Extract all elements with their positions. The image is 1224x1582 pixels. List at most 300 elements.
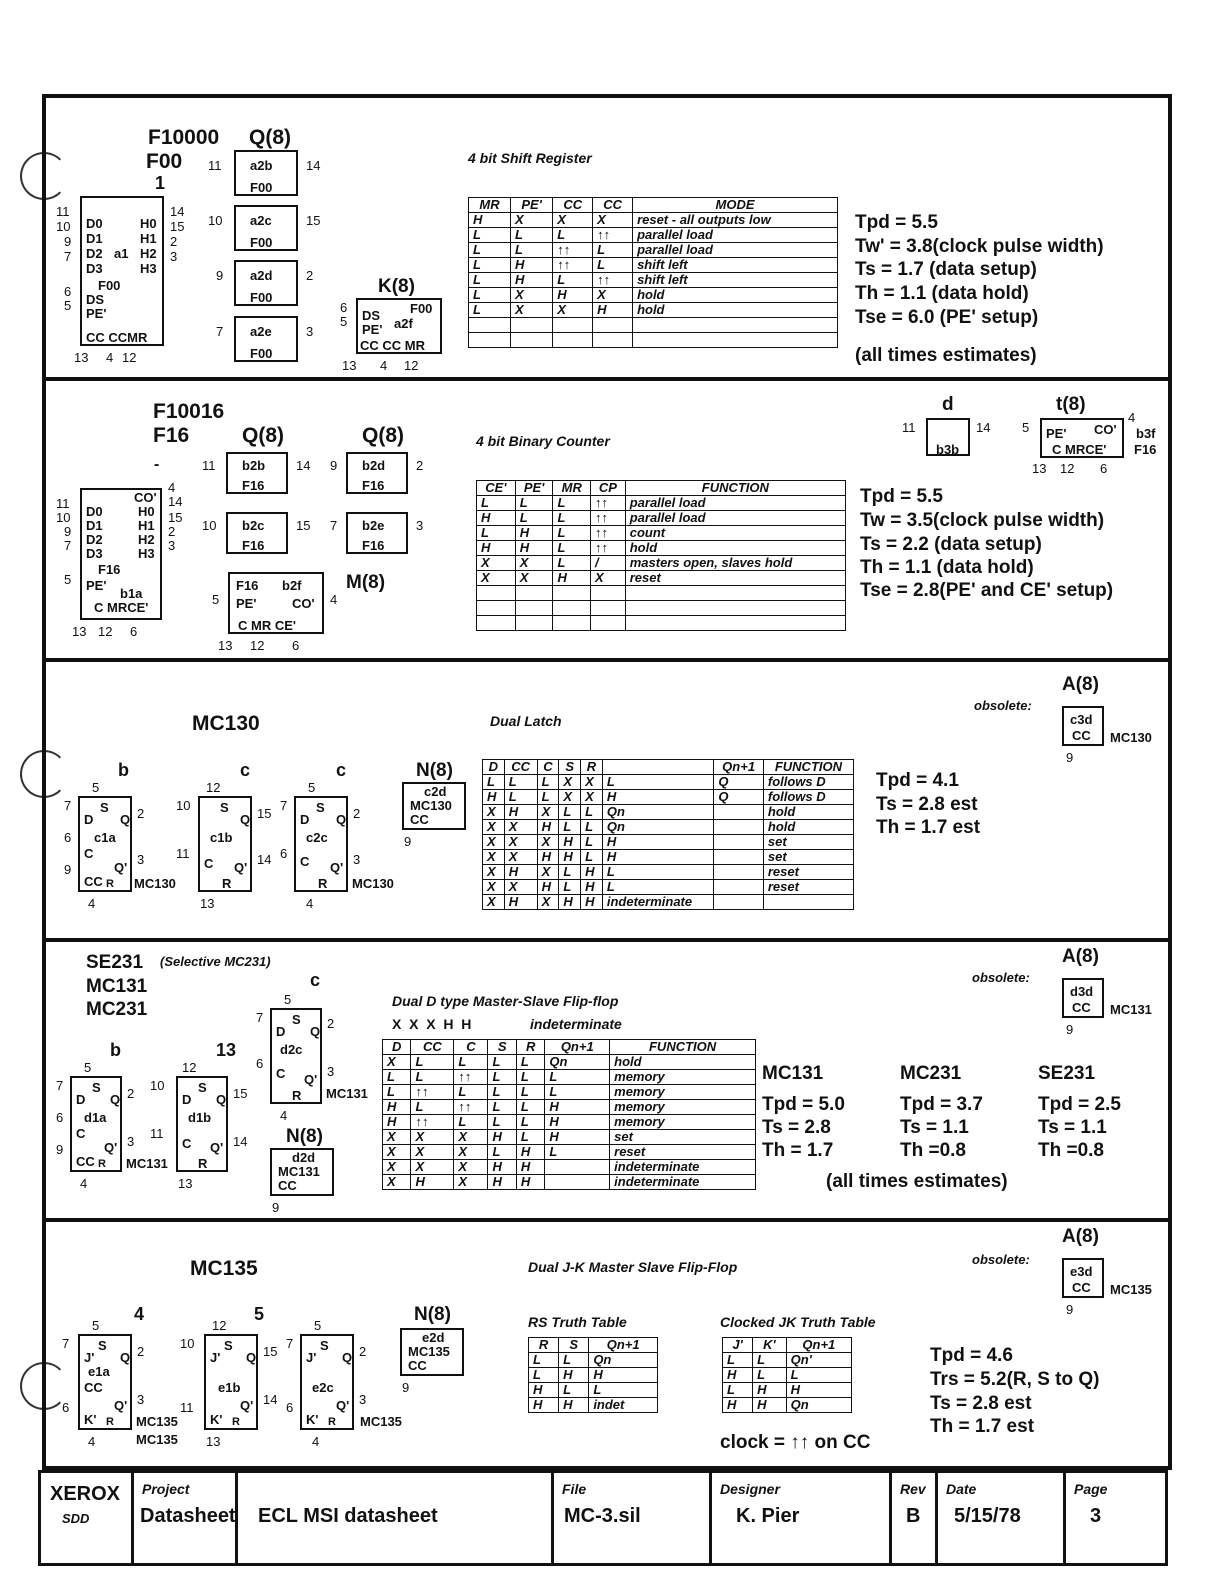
table-cell: shift left	[633, 273, 838, 288]
table-cell: X	[454, 1130, 488, 1145]
footer-page	[1066, 1473, 1168, 1565]
part-number: MC130	[192, 712, 260, 735]
table-cell: follows D	[763, 775, 853, 790]
table-header-cell: FUNCTION	[610, 1040, 756, 1055]
table-header-cell: FUNCTION	[763, 760, 853, 775]
table-cell: ↑↑	[590, 511, 625, 526]
table-row	[469, 258, 838, 273]
page-label: Page	[1074, 1481, 1108, 1497]
table-cell: H	[581, 895, 603, 910]
table-row	[383, 1085, 756, 1100]
part-number: MC231	[86, 999, 148, 1020]
obsolete-note: obsolete:	[974, 698, 1032, 713]
spec-line: Th = 1.7 est	[876, 817, 981, 838]
table-cell: H	[488, 1160, 516, 1175]
table-cell: X	[537, 865, 559, 880]
table-cell: H	[559, 1368, 589, 1383]
table-cell	[714, 850, 764, 865]
table-cell: H	[516, 1160, 544, 1175]
chip-a2b: a2b F00	[234, 150, 298, 196]
table-header-cell: S	[488, 1040, 516, 1055]
table-cell: reset	[610, 1145, 756, 1160]
table-cell: L	[723, 1383, 753, 1398]
spec-line: Tw' = 3.8(clock pulse width)	[855, 236, 1104, 257]
table-cell: L	[488, 1055, 516, 1070]
table-header-cell: MR	[553, 481, 591, 496]
table-cell: H	[581, 865, 603, 880]
table-cell: H	[545, 1100, 610, 1115]
rs-truth-table	[528, 1337, 658, 1413]
table-row	[383, 1145, 756, 1160]
table-caption: Dual J-K Master Slave Flip-Flop	[528, 1259, 738, 1275]
spec-line: Tw = 3.5(clock pulse width)	[860, 510, 1105, 531]
footer-company	[38, 1473, 134, 1565]
table-cell: ↑↑	[454, 1070, 488, 1085]
table-cell: L	[529, 1353, 559, 1368]
table-header-cell: MODE	[633, 198, 838, 213]
chip-c2d: c2d MC130 CC	[402, 782, 466, 830]
table-header-cell: D	[483, 760, 505, 775]
table-cell: H	[559, 895, 581, 910]
table-cell: H	[529, 1398, 559, 1413]
table-cell: H	[723, 1398, 753, 1413]
package-label: N(8)	[416, 760, 453, 781]
table-cell: Q	[714, 775, 764, 790]
table-row	[477, 496, 846, 511]
table-row	[383, 1130, 756, 1145]
table-cell: H	[529, 1383, 559, 1398]
table-cell: L	[753, 1368, 787, 1383]
chip-c1a: S D Q c1a C Q' CC R	[78, 796, 132, 892]
table-cell: L	[515, 496, 553, 511]
table-caption: RS Truth Table	[528, 1314, 627, 1330]
footer-title	[238, 1473, 554, 1565]
table-cell: H	[383, 1115, 411, 1130]
table-row	[469, 228, 838, 243]
table-header-cell: K'	[753, 1338, 787, 1353]
table-cell: X	[411, 1160, 454, 1175]
table-cell: ↑↑	[553, 258, 593, 273]
table-cell: hold	[633, 288, 838, 303]
table-cell: L	[469, 303, 511, 318]
table-cell: H	[510, 273, 552, 288]
package-label: N(8)	[286, 1126, 323, 1147]
package-label: M(8)	[346, 572, 386, 593]
table-row	[383, 1055, 756, 1070]
table-cell: X	[510, 213, 552, 228]
table-cell: L	[545, 1070, 610, 1085]
table-cell: L	[593, 258, 633, 273]
table-cell: indet	[589, 1398, 658, 1413]
table-cell: L	[516, 1055, 544, 1070]
table-header-cell	[602, 760, 713, 775]
table-row	[723, 1353, 852, 1368]
spec-line: Th = 1.7 est	[930, 1416, 1035, 1437]
table-cell: H	[504, 895, 537, 910]
table-cell: L	[477, 526, 516, 541]
table-cell: L	[553, 541, 591, 556]
table-cell: L	[581, 805, 603, 820]
package-label: N(8)	[414, 1304, 451, 1325]
table-cell: ↑↑	[593, 273, 633, 288]
table-cell: X	[504, 850, 537, 865]
table-cell: L	[545, 1085, 610, 1100]
footer-designer	[712, 1473, 892, 1565]
footer-rev	[892, 1473, 938, 1565]
table-header-cell: CE'	[477, 481, 516, 496]
table-cell: H	[553, 571, 591, 586]
table-cell: H	[516, 1145, 544, 1160]
table-cell: L	[411, 1070, 454, 1085]
table-cell	[714, 895, 764, 910]
table-row	[477, 541, 846, 556]
table-cell: X	[590, 571, 625, 586]
table-cell	[714, 880, 764, 895]
table-cell: ↑↑	[553, 243, 593, 258]
part-number: MC131	[86, 976, 148, 997]
table-cell: L	[553, 556, 591, 571]
chip-e1b: S J' Q e1b Q' K' R	[204, 1334, 258, 1430]
table-header-cell: FUNCTION	[625, 481, 845, 496]
table-cell: H	[477, 511, 516, 526]
chip-count: 1	[155, 173, 166, 193]
table-cell: H	[602, 850, 713, 865]
table-cell: X	[581, 790, 603, 805]
company-name: XEROX	[50, 1483, 121, 1505]
table-cell: H	[383, 1100, 411, 1115]
sheet-title: ECL MSI datasheet	[258, 1505, 438, 1527]
table-cell: X	[383, 1055, 411, 1070]
table-row-empty	[477, 601, 846, 616]
table-cell: L	[753, 1353, 787, 1368]
table-cell: L	[516, 1085, 544, 1100]
table-cell: ↑↑	[593, 228, 633, 243]
table-cell: X	[510, 303, 552, 318]
table-caption: Dual Latch	[490, 713, 562, 729]
table-header-cell: J'	[723, 1338, 753, 1353]
table-row	[483, 790, 854, 805]
table-header-cell: CC	[593, 198, 633, 213]
table-cell: L	[469, 273, 511, 288]
table-cell: L	[545, 1145, 610, 1160]
section-divider	[42, 1218, 1172, 1222]
chip-b2d: b2d F16	[346, 452, 408, 494]
table-cell: X	[504, 820, 537, 835]
table-caption: 4 bit Shift Register	[468, 150, 592, 166]
jk-truth-table	[722, 1337, 852, 1413]
table-cell: L	[559, 820, 581, 835]
table-cell: X	[483, 820, 505, 835]
footer-project	[134, 1473, 238, 1565]
chip-e3d: e3d CC	[1062, 1258, 1104, 1298]
table-header-cell: PE'	[510, 198, 552, 213]
table-row	[483, 895, 854, 910]
table-cell: reset - all outputs low	[633, 213, 838, 228]
table-cell: memory	[610, 1115, 756, 1130]
table-cell: H	[753, 1383, 787, 1398]
table-cell: L	[516, 1070, 544, 1085]
table-cell: X	[383, 1145, 411, 1160]
table-cell: L	[581, 835, 603, 850]
table-cell: L	[469, 258, 511, 273]
part-number: SE231	[86, 952, 144, 973]
spec-line: Ts = 1.1	[900, 1117, 969, 1138]
table-cell: X	[383, 1175, 411, 1190]
table-cell: X	[454, 1160, 488, 1175]
date-value: 5/15/78	[954, 1505, 1021, 1527]
table-cell: hold	[610, 1055, 756, 1070]
table-cell: /	[590, 556, 625, 571]
package-label: d	[942, 394, 954, 415]
table-cell: Qn	[589, 1353, 658, 1368]
table-cell: X	[581, 775, 603, 790]
chip-a2c: a2c F00	[234, 205, 298, 251]
package-label: K(8)	[378, 276, 415, 297]
table-cell: L	[602, 880, 713, 895]
page-value: 3	[1090, 1505, 1102, 1527]
spec-line: Tpd = 4.1	[876, 770, 959, 791]
table-cell: X	[559, 775, 581, 790]
table-header-cell: Qn+1	[545, 1040, 610, 1055]
table-cell: H	[516, 1175, 544, 1190]
table-cell: X	[537, 805, 559, 820]
table-cell: H	[477, 541, 516, 556]
package-label: Q(8)	[249, 126, 291, 149]
spec-heading: SE231	[1038, 1063, 1096, 1084]
table-cell: indeterminate	[610, 1175, 756, 1190]
table-header-cell: Qn+1	[589, 1338, 658, 1353]
table-header-cell: C	[537, 760, 559, 775]
chip-b2e: b2e F16	[346, 512, 408, 554]
table-cell: X	[515, 556, 553, 571]
table-cell: L	[488, 1100, 516, 1115]
table-cell: L	[516, 1100, 544, 1115]
file-value: MC-3.sil	[564, 1505, 641, 1527]
spec-line: Th = 1.1 (data hold)	[860, 557, 1034, 578]
table-cell: L	[469, 288, 511, 303]
table-cell: X	[537, 895, 559, 910]
table-cell: H	[537, 820, 559, 835]
table-cell: Qn	[602, 820, 713, 835]
obsolete-note: obsolete:	[972, 1252, 1030, 1267]
chip-d2c: S D Q d2c C Q' R	[270, 1008, 322, 1104]
table-cell: reset	[763, 880, 853, 895]
table-cell: L	[469, 228, 511, 243]
table-header-cell: D	[383, 1040, 411, 1055]
table-row	[723, 1398, 852, 1413]
table-cell: L	[454, 1085, 488, 1100]
table-cell: X	[504, 880, 537, 895]
table-row-empty	[477, 616, 846, 631]
table-cell: hold	[763, 820, 853, 835]
rev-label: Rev	[900, 1481, 926, 1497]
table-cell: X	[504, 835, 537, 850]
table-cell: memory	[610, 1085, 756, 1100]
table-cell: X	[553, 303, 593, 318]
table-cell: X	[593, 288, 633, 303]
spec-line: Th = 1.1 (data hold)	[855, 283, 1029, 304]
table-cell: X	[483, 850, 505, 865]
clock-note: clock = ↑↑ on CC	[720, 1432, 871, 1453]
rev-value: B	[906, 1505, 921, 1527]
table-cell: L	[723, 1353, 753, 1368]
table-row	[483, 775, 854, 790]
table-cell: memory	[610, 1070, 756, 1085]
table-cell: H	[553, 288, 593, 303]
table-cell: H	[411, 1175, 454, 1190]
chip-b3f: PE' CO' C MRCE'	[1040, 418, 1124, 458]
table-cell: set	[763, 835, 853, 850]
division: SDD	[62, 1511, 90, 1526]
table-row	[383, 1100, 756, 1115]
table-cell: L	[411, 1055, 454, 1070]
table-cell	[714, 865, 764, 880]
spec-line: Ts = 2.2 (data setup)	[860, 534, 1042, 555]
table-cell: L	[602, 775, 713, 790]
table-cell: ↑↑	[590, 496, 625, 511]
table-cell: L	[786, 1368, 851, 1383]
table-cell: X	[553, 213, 593, 228]
table-cell: X	[483, 895, 505, 910]
table-header-cell: CC	[411, 1040, 454, 1055]
table-row	[383, 1115, 756, 1130]
spec-line: Ts = 2.8 est	[930, 1393, 1032, 1414]
table-row	[529, 1368, 658, 1383]
obsolete-note: obsolete:	[972, 970, 1030, 985]
table-cell: X	[454, 1175, 488, 1190]
spec-line: Tse = 2.8(PE' and CE' setup)	[860, 580, 1114, 601]
table-cell: H	[504, 865, 537, 880]
table-cell: L	[504, 790, 537, 805]
table-cell	[714, 820, 764, 835]
table-row	[529, 1383, 658, 1398]
package-label: Q(8)	[362, 424, 404, 447]
spec-line: Ts = 2.8	[762, 1117, 831, 1138]
spec-line: Tpd = 3.7	[900, 1094, 983, 1115]
table-cell: shift left	[633, 258, 838, 273]
spec-line: Tpd = 5.5	[860, 486, 943, 507]
table-cell: parallel load	[633, 228, 838, 243]
table-row	[529, 1398, 658, 1413]
table-row	[477, 511, 846, 526]
table-cell: L	[488, 1115, 516, 1130]
table-header-cell: Qn+1	[786, 1338, 851, 1353]
table-cell: ↑↑	[454, 1100, 488, 1115]
table-cell: masters open, slaves hold	[625, 556, 845, 571]
table-cell: Qn	[545, 1055, 610, 1070]
table-row	[469, 213, 838, 228]
table-cell: H	[559, 1398, 589, 1413]
table-cell: H	[515, 541, 553, 556]
package-label: A(8)	[1062, 946, 1099, 967]
table-cell: hold	[763, 805, 853, 820]
table-cell	[545, 1175, 610, 1190]
table-cell: X	[559, 790, 581, 805]
table-cell: indeterminate	[602, 895, 713, 910]
chip-a2f: DS PE' a2f F00 CC CC MR	[356, 298, 442, 354]
package-label: A(8)	[1062, 674, 1099, 695]
indeterminate-note: indeterminate	[530, 1016, 622, 1032]
table-cell: L	[593, 243, 633, 258]
table-header-cell: PE'	[515, 481, 553, 496]
table-cell: H	[488, 1130, 516, 1145]
table-cell: parallel load	[625, 496, 845, 511]
table-cell: Qn'	[786, 1353, 851, 1368]
table-cell: H	[593, 303, 633, 318]
table-cell: Q	[714, 790, 764, 805]
table-row	[469, 303, 838, 318]
section-divider	[42, 938, 1172, 942]
table-row	[483, 880, 854, 895]
table-header-cell: R	[581, 760, 603, 775]
table-cell: reset	[625, 571, 845, 586]
table-cell: X	[593, 213, 633, 228]
table-cell: ↑↑	[411, 1085, 454, 1100]
table-caption: 4 bit Binary Counter	[476, 433, 610, 449]
table-cell: L	[515, 511, 553, 526]
table-cell: H	[537, 850, 559, 865]
spec-line: Tpd = 5.5	[855, 212, 938, 233]
spec-line: Ts = 1.7 (data setup)	[855, 259, 1037, 280]
table-cell	[763, 895, 853, 910]
table-cell: L	[488, 1085, 516, 1100]
project-label: Project	[142, 1481, 190, 1497]
table-cell: H	[602, 790, 713, 805]
table-cell: L	[516, 1130, 544, 1145]
table-row	[723, 1368, 852, 1383]
table-header-cell: CP	[590, 481, 625, 496]
table-cell: hold	[625, 541, 845, 556]
spec-note: (all times estimates)	[855, 345, 1037, 366]
table-row	[483, 835, 854, 850]
table-cell: Qn	[602, 805, 713, 820]
table-cell: L	[383, 1085, 411, 1100]
table-cell: L	[537, 775, 559, 790]
table-cell: L	[559, 1353, 589, 1368]
table-cell: L	[483, 775, 505, 790]
table-cell: X	[537, 835, 559, 850]
table-cell: L	[516, 1115, 544, 1130]
table-row	[469, 273, 838, 288]
table-cell: X	[411, 1130, 454, 1145]
table-cell: memory	[610, 1100, 756, 1115]
table-cell: H	[559, 835, 581, 850]
chip-c3d: c3d CC	[1062, 706, 1104, 746]
table-row	[483, 865, 854, 880]
table-cell: H	[504, 805, 537, 820]
spec-line: Trs = 5.2(R, S to Q)	[930, 1369, 1100, 1390]
table-cell: H	[786, 1383, 851, 1398]
table-cell: X	[411, 1145, 454, 1160]
chip-b2b: b2b F16	[226, 452, 288, 494]
table-cell: set	[763, 850, 853, 865]
chip-d1b: S D Q d1b C Q' R	[176, 1076, 228, 1172]
table-cell: L	[488, 1145, 516, 1160]
spec-line: Tpd = 5.0	[762, 1094, 845, 1115]
chip-d2d: d2d MC131 CC	[270, 1148, 334, 1196]
chip-b2f: F16 b2f PE' CO' C MR CE'	[228, 572, 324, 634]
spec-heading: MC231	[900, 1063, 962, 1084]
table-cell: L	[553, 228, 593, 243]
table-cell: H	[581, 880, 603, 895]
table-cell: L	[488, 1070, 516, 1085]
table-cell: set	[610, 1130, 756, 1145]
table-cell: X	[477, 556, 516, 571]
table-header-cell: MR	[469, 198, 511, 213]
table-row-empty	[469, 318, 838, 333]
table-header-cell: C	[454, 1040, 488, 1055]
table-cell: L	[454, 1115, 488, 1130]
